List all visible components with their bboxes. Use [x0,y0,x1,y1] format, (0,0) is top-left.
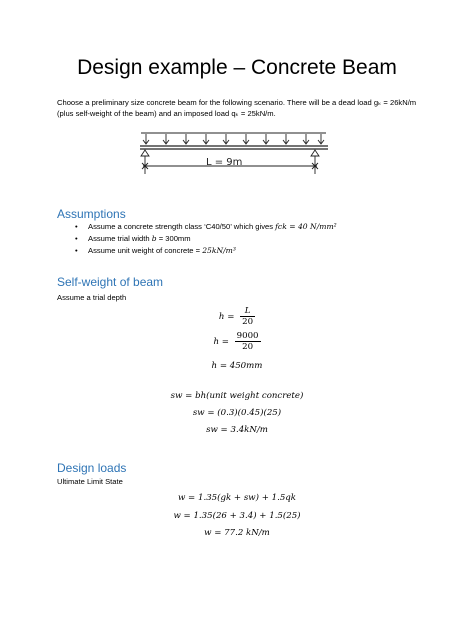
equation-h-l-over-20: h = $\frac{L}{20}$ [218,306,254,327]
intro-paragraph: Choose a preliminary size concrete beam for the following scenario. There will be a dead load gₖ = 26kN/m (plus self-weight of the beam) and an imposed load qₖ = 25kN/m. [57,98,417,118]
equation-sw-definition: sw = bh(unit weight concrete) [170,391,304,401]
equation-sw-result: sw = 3.4kN/m [206,425,268,435]
equation-w-definition: w = 1.35(gk + sw) + 1.5qk [177,493,297,503]
equation-h-value: h = 450mm [211,361,263,371]
design-loads-heading: Design loads [57,461,127,475]
page-title: Design example – Concrete Beam [77,56,397,79]
assumptions-list [75,221,337,257]
self-weight-heading: Self-weight of beam [57,275,164,289]
equation-w-substitution: w = 1.35(26 + 3.4) + 1.5(25) [173,511,301,521]
list-item: • Assume a concrete strength class ‘C40/50’ which gives fck = 40 N/mm² [75,221,337,233]
beam-load-sketch [138,130,338,180]
equation-h-9000-over-20: h = $\frac{9000}{20}$ [213,331,259,352]
equation-w-result: w = 77.2 kN/m [204,528,270,538]
equation-sw-substitution: sw = (0.3)(0.45)(25) [192,408,282,418]
uls-text: Ultimate Limit State [57,477,123,486]
assumptions-heading: Assumptions [57,207,126,221]
left-support [141,150,149,156]
list-item: • Assume trial width b = 300mm [75,233,337,245]
span-label: L = 9m [206,157,243,168]
right-support [311,150,319,156]
list-item: • Assume unit weight of concrete = 25kN/m³ [75,245,337,257]
trial-depth-text: Assume a trial depth [57,293,127,302]
